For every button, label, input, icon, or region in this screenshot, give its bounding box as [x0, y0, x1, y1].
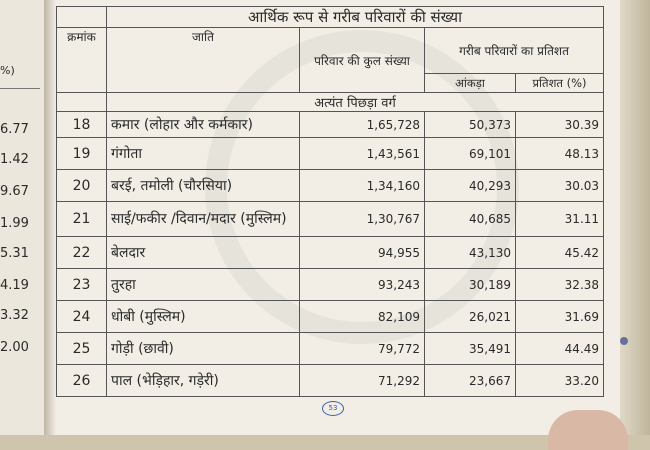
row-total: 82,109 [300, 301, 425, 333]
page-number: 53 [322, 401, 344, 416]
row-poor: 35,491 [425, 333, 516, 365]
group-heading: अत्यंत पिछड़ा वर्ग [107, 93, 604, 112]
row-total: 71,292 [300, 365, 425, 397]
row-pct: 48.13 [516, 138, 604, 170]
table-row [57, 138, 604, 170]
row-poor: 69,101 [425, 138, 516, 170]
table-row [57, 333, 604, 365]
row-serial: 21 [57, 202, 107, 237]
table-row [57, 112, 604, 138]
row-serial: 24 [57, 301, 107, 333]
left-page-header: %) [0, 64, 15, 77]
row-poor: 30,189 [425, 269, 516, 301]
page-edge-shadow [620, 0, 650, 435]
row-poor: 40,685 [425, 202, 516, 237]
row-caste: गोड़ी (छावी) [107, 333, 300, 365]
row-pct: 30.39 [516, 112, 604, 138]
row-poor: 43,130 [425, 237, 516, 269]
row-pct: 45.42 [516, 237, 604, 269]
left-page-value: 4.19 [0, 278, 29, 293]
book-gutter [44, 0, 56, 435]
left-page-value: 9.67 [0, 184, 29, 199]
table-row [57, 301, 604, 333]
caste-header: जाति [107, 28, 300, 93]
row-total: 1,34,160 [300, 170, 425, 202]
percent-header: प्रतिशत (%) [516, 74, 604, 93]
table-row [57, 170, 604, 202]
poor-families-table [56, 6, 604, 397]
left-page-value: 5.31 [0, 246, 29, 261]
pushpin-icon [620, 337, 628, 345]
left-page-value: 6.77 [0, 122, 29, 137]
table-row [57, 202, 604, 237]
row-poor: 50,373 [425, 112, 516, 138]
row-pct: 31.69 [516, 301, 604, 333]
row-total: 94,955 [300, 237, 425, 269]
row-total: 1,43,561 [300, 138, 425, 170]
row-caste: साई/फकीर /दिवान/मदार (मुस्लिम) [107, 202, 300, 237]
left-page-value: 1.99 [0, 216, 29, 231]
table-row [57, 365, 604, 397]
row-caste: बरई, तमोली (चौरसिया) [107, 170, 300, 202]
table-title: आर्थिक रूप से गरीब परिवारों की संख्या [107, 7, 604, 28]
row-pct: 30.03 [516, 170, 604, 202]
count-header: आंकड़ा [425, 74, 516, 93]
table-row [57, 237, 604, 269]
left-page-value: 2.00 [0, 340, 29, 355]
row-total: 79,772 [300, 333, 425, 365]
finger-photo [548, 410, 628, 450]
row-caste: बेलदार [107, 237, 300, 269]
row-poor: 40,293 [425, 170, 516, 202]
row-serial: 19 [57, 138, 107, 170]
row-pct: 32.38 [516, 269, 604, 301]
row-serial: 22 [57, 237, 107, 269]
left-page-rule [0, 88, 40, 89]
row-serial: 26 [57, 365, 107, 397]
table-row [57, 269, 604, 301]
row-caste: कमार (लोहार और कर्मकार) [107, 112, 300, 138]
left-page-value: 1.42 [0, 152, 29, 167]
row-pct: 44.49 [516, 333, 604, 365]
row-poor: 26,021 [425, 301, 516, 333]
serial-header: क्रमांक [57, 28, 107, 93]
row-pct: 31.11 [516, 202, 604, 237]
left-page-value: 3.32 [0, 308, 29, 323]
row-serial: 20 [57, 170, 107, 202]
row-total: 93,243 [300, 269, 425, 301]
previous-page-edge [0, 0, 45, 435]
row-caste: पाल (भेड़िहार, गड़ेरी) [107, 365, 300, 397]
row-serial: 18 [57, 112, 107, 138]
poor-percent-header: गरीब परिवारों का प्रतिशत [425, 28, 604, 74]
row-caste: गंगोता [107, 138, 300, 170]
row-pct: 33.20 [516, 365, 604, 397]
row-poor: 23,667 [425, 365, 516, 397]
row-total: 1,65,728 [300, 112, 425, 138]
row-total: 1,30,767 [300, 202, 425, 237]
row-serial: 25 [57, 333, 107, 365]
row-caste: तुरहा [107, 269, 300, 301]
row-caste: धोबी (मुस्लिम) [107, 301, 300, 333]
row-serial: 23 [57, 269, 107, 301]
total-families-header: परिवार की कुल संख्या [300, 28, 425, 93]
